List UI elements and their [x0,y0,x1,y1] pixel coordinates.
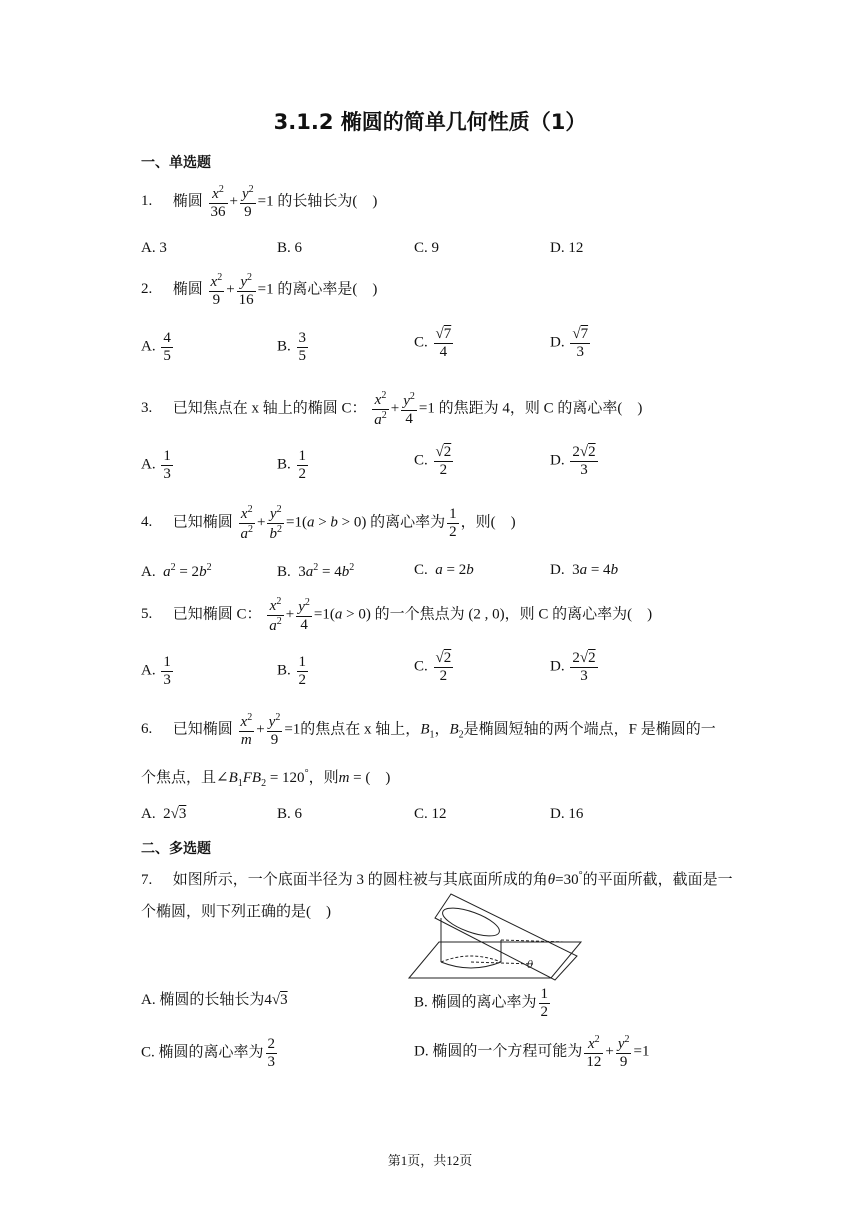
question-5: 5. 已知椭圆 C： $\frac{x^2}{a^2}$ + $\frac{y^2}{4}$ =1(a > 0) 的一个焦点为 (2 , 0)，则 C 的离心率为( ) [141,596,653,634]
option-c: C. 椭圆的离心率为 $\frac{2}{3}$ [141,1036,276,1070]
option-b: B. 6 [277,240,303,256]
option-c: C. $\frac{√2}{2}$ [414,650,452,684]
question-number: 1. [141,193,153,210]
option-a: A. $a^2 = 2b^2$ [141,562,212,580]
question-6: 6. 已知椭圆 $\frac{x^2}{m}$ + $\frac{y^2}{9}$ =1的焦点在 x 轴上，$B_1$，$B_2$是椭圆短轴的两个端点，F 是椭圆的一 [141,712,716,748]
option-label: B. [277,338,291,355]
question-text: 的一个焦点为 [374,606,465,623]
page-title: 3.1.2 椭圆的简单几何性质（1） [273,110,587,134]
option-label: A. [141,564,156,580]
question-number: 6. [141,721,153,738]
option-label: B. 椭圆的离心率为 [414,994,537,1011]
option-label: C. 椭圆的离心率为 [141,1044,264,1061]
question-text: 的离心率为 [370,514,446,531]
option-label: D. 椭圆的一个方程可能为 [414,1043,583,1060]
option-label: C. [414,334,428,351]
question-text: ，则 C 的离心率为( ) [504,606,653,623]
question-3: 3. 已知焦点在 x 轴上的椭圆 C： $\frac{x^2}{a^2}$ + $\frac{y^2}{4}$ =1 的焦距为 4，则 C 的离心率( ) [141,390,643,428]
option-label: D. [550,562,565,578]
question-number: 5. [141,606,153,623]
page-footer: 第1页，共12页 [387,1153,473,1168]
option-label: C. [414,658,428,675]
section-single-choice: 一、单选题 [141,155,211,171]
question-number: 3. [141,400,153,417]
formula: $\frac{y^2}{16}$ [238,272,254,308]
option-label: C. [414,562,428,578]
option-d: D. $\frac{2√2}{3}$ [550,650,596,684]
option-d: D. $\frac{2√2}{3}$ [550,444,596,478]
question-text: 椭圆 [172,281,203,298]
option-c: C. 9 [414,240,440,256]
option-d: D. 3a = 4b [550,562,619,578]
formula: $\frac{x^2}{a^2}$ [269,596,282,634]
question-text: 已知椭圆 [172,721,233,738]
formula: $\frac{y^2}{4}$ [403,391,415,427]
option-a: A. 2√3 [141,806,187,822]
option-label: C. [414,452,428,469]
question-text: 的焦点在 x 轴上， [300,721,421,738]
option-c: C. $\frac{√7}{4}$ [414,326,452,360]
option-c: C. a = 2b [414,562,474,578]
option-label: D. [550,452,565,469]
option-label: D. [550,658,565,675]
option-d: D. 12 [550,240,584,256]
option-b: B. $3a^2 = 4b^2$ [277,562,355,580]
cylinder-figure [405,892,583,982]
question-text: 的离心率是( ) [277,281,378,298]
question-text: 已知椭圆 [172,514,233,531]
option-a: A. 椭圆的长轴长为4√3 [141,992,288,1008]
option-d: D. $\frac{√7}{3}$ [550,326,589,360]
option-a: A. 3 [141,240,167,256]
option-label: A. 椭圆的长轴长为 [141,992,265,1008]
theta-label: θ [527,960,534,971]
formula: $\frac{1}{2}$ [449,506,457,540]
option-a: A. $\frac{1}{3}$ [141,654,171,688]
option-label: A. [141,456,156,473]
option-d: D. 16 [550,806,584,822]
option-c: C. $\frac{√2}{2}$ [414,444,452,478]
option-label: B. [277,564,291,580]
question-number: 2. [141,281,153,298]
question-text: 椭圆 [172,193,203,210]
formula: $\frac{y^2}{b^2}$ [269,504,282,542]
section-multiple-choice: 二、多选题 [141,841,211,857]
question-number: 7. [141,872,153,888]
option-c: C. 12 [414,806,447,822]
formula: $\frac{x^2}{36}$ [210,184,226,220]
question-text: ，则 [308,770,339,786]
formula: $\frac{x^2}{m}$ [240,712,253,748]
question-7-line-2: 个椭圆，则下列正确的是( ) [141,904,331,920]
option-a: A. $\frac{4}{5}$ [141,330,171,364]
question-number: 4. [141,514,153,531]
question-text: 的长轴长为( ) [277,193,378,210]
option-d: D. 椭圆的一个方程可能为 $\frac{x^2}{12}$ + $\frac{y^2}{9}$ =1 [414,1034,650,1070]
option-b: B. $\frac{3}{5}$ [277,330,307,364]
option-label: A. [141,338,156,355]
formula: $\frac{y^2}{9}$ [268,712,281,748]
option-b: B. $\frac{1}{2}$ [277,448,307,482]
option-b: B. $\frac{1}{2}$ [277,654,307,688]
option-label: D. [550,334,565,351]
formula: $\frac{y^2}{9}$ [241,184,254,220]
question-text: 的平面所截，截面是一 [582,872,733,888]
formula: $\frac{x^2}{a^2}$ [240,504,254,542]
question-text: 个焦点，且 [141,770,217,786]
question-text: 是椭圆短轴的两个端点，F 是椭圆的一 [463,721,716,738]
question-2: 2. 椭圆 $\frac{x^2}{9}$ + $\frac{y^2}{16}$ =1 的离心率是( ) [141,272,378,308]
option-a: A. $\frac{1}{3}$ [141,448,171,482]
question-6-line-2: 个焦点，且$\angle B_1FB_2 = 120^\circ$，则m = ( ) [141,768,391,789]
option-b: B. 6 [277,806,303,822]
option-b: B. 椭圆的离心率为 $\frac{1}{2}$ [414,986,549,1020]
question-1: 1. 椭圆 $\frac{x^2}{36}$ + $\frac{y^2}{9}$ =1 的长轴长为( ) [141,184,378,220]
option-label: B. [277,662,291,679]
question-text: 已知焦点在 x 轴上的椭圆 C： [172,400,367,417]
option-label: A. [141,806,156,822]
formula: $\frac{x^2}{a^2}$ [374,390,387,428]
formula: $\frac{y^2}{4}$ [298,597,310,633]
question-4: 4. 已知椭圆 $\frac{x^2}{a^2}$ + $\frac{y^2}{b^2}$ =1(a > b > 0) 的离心率为 $\frac{1}{2}$ ，则( ) [141,504,516,542]
question-text: 的焦距为 4，则 C 的离心率( ) [438,400,643,417]
option-label: A. [141,662,156,679]
question-text: ，则( ) [460,514,516,531]
question-text: 已知椭圆 C： [172,606,262,623]
question-text: 如图所示，一个底面半径为 3 的圆柱被与其底面所成的角 [172,872,548,888]
formula: $\frac{x^2}{9}$ [210,272,223,308]
question-7: 7. 如图所示，一个底面半径为 3 的圆柱被与其底面所成的角θ=30°的平面所截，截面是一 [141,870,733,888]
option-label: B. [277,456,291,473]
